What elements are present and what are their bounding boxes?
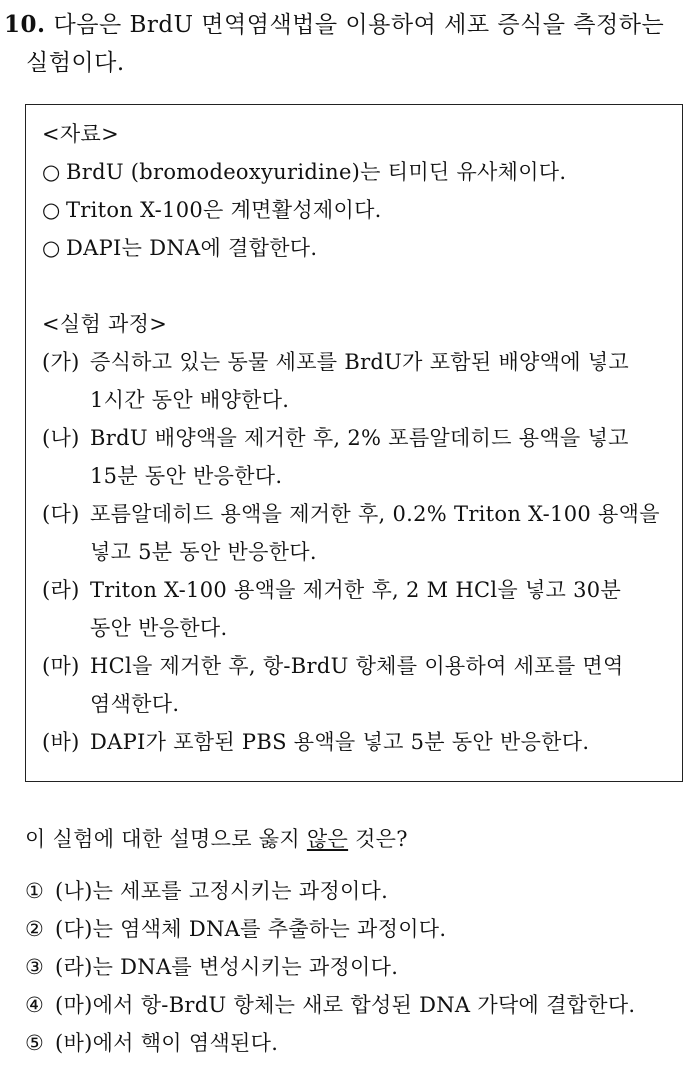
question-prompt [25, 820, 408, 858]
data-heading: <자료> [42, 122, 119, 146]
circle-bullet-icon: ○ [42, 236, 61, 260]
circle-bullet-icon: ○ [42, 160, 61, 184]
prompt-text: 이 실험에 대한 설명으로 옳지 [25, 827, 307, 851]
choice-mark: ④ [25, 993, 45, 1017]
data-item-text: BrdU (bromodeoxyuridine)는 티미딘 유사체이다. [66, 160, 567, 184]
step-label: (라) [42, 578, 80, 602]
choice-text: (나)는 세포를 고정시키는 과정이다. [55, 879, 389, 903]
step-ga-continued: 1시간 동안 배양한다. [90, 388, 290, 412]
choice-4[interactable] [25, 986, 695, 1024]
step-label: (바) [42, 730, 80, 754]
step-ma-continued: 염색한다. [90, 692, 180, 716]
data-item [42, 191, 672, 229]
step-text: BrdU 배양액을 제거한 후, 2% 포름알데히드 용액을 넣고 [90, 426, 629, 450]
step-na-continued: 15분 동안 반응한다. [90, 464, 283, 488]
choice-mark: ③ [25, 955, 45, 979]
choice-mark: ⑤ [25, 1031, 45, 1055]
data-item [42, 229, 672, 267]
choice-text: (바)에서 핵이 염색된다. [55, 1031, 279, 1055]
step-ra [42, 571, 672, 609]
choice-2[interactable] [25, 910, 695, 948]
choice-1[interactable] [25, 872, 695, 910]
step-da-continued: 넣고 5분 동안 반응한다. [90, 540, 317, 564]
step-na [42, 419, 672, 457]
choice-mark: ② [25, 917, 45, 941]
procedure-heading: <실험 과정> [42, 312, 168, 336]
step-text: Triton X-100 용액을 제거한 후, 2 M HCl을 넣고 30분 [90, 578, 622, 602]
data-item-text: Triton X-100은 계면활성제이다. [66, 198, 382, 222]
section-gap [42, 267, 672, 305]
question-stem-text: 다음은 BrdU 면역염색법을 이용하여 세포 증식을 측정하는 [53, 12, 665, 38]
question-number: 10. [4, 11, 46, 38]
circle-bullet-icon: ○ [42, 198, 61, 222]
choice-text: (다)는 염색체 DNA를 추출하는 과정이다. [55, 917, 447, 941]
step-text: 증식하고 있는 동물 세포를 BrdU가 포함된 배양액에 넣고 [90, 350, 629, 374]
data-item-text: DAPI는 DNA에 결합한다. [66, 236, 318, 260]
step-label: (가) [42, 350, 80, 374]
prompt-underlined-text: 않은 [306, 827, 349, 851]
answer-choices [25, 872, 695, 1062]
step-ba [42, 723, 672, 761]
material-box [25, 104, 683, 782]
step-label: (다) [42, 502, 80, 526]
question-stem-line-2: 실험이다. [26, 50, 125, 76]
question-stem-line-1 [4, 6, 694, 44]
data-item [42, 153, 672, 191]
step-text: DAPI가 포함된 PBS 용액을 넣고 5분 동안 반응한다. [90, 730, 590, 754]
choice-3[interactable] [25, 948, 695, 986]
step-ma [42, 647, 672, 685]
choice-text: (마)에서 항-BrdU 항체는 새로 합성된 DNA 가닥에 결합한다. [55, 993, 636, 1017]
material-box-content [42, 115, 672, 761]
step-ga [42, 343, 672, 381]
choice-5[interactable] [25, 1024, 695, 1062]
question-header [4, 6, 694, 82]
step-label: (나) [42, 426, 80, 450]
step-text: 포름알데히드 용액을 제거한 후, 0.2% Triton X-100 용액을 [90, 502, 660, 526]
step-ra-continued: 동안 반응한다. [90, 616, 228, 640]
choice-text: (라)는 DNA를 변성시키는 과정이다. [55, 955, 399, 979]
step-da [42, 495, 672, 533]
prompt-text-end: 것은? [348, 827, 408, 851]
step-label: (마) [42, 654, 80, 678]
step-text: HCl을 제거한 후, 항-BrdU 항체를 이용하여 세포를 면역 [90, 654, 624, 678]
choice-mark: ① [25, 879, 45, 903]
